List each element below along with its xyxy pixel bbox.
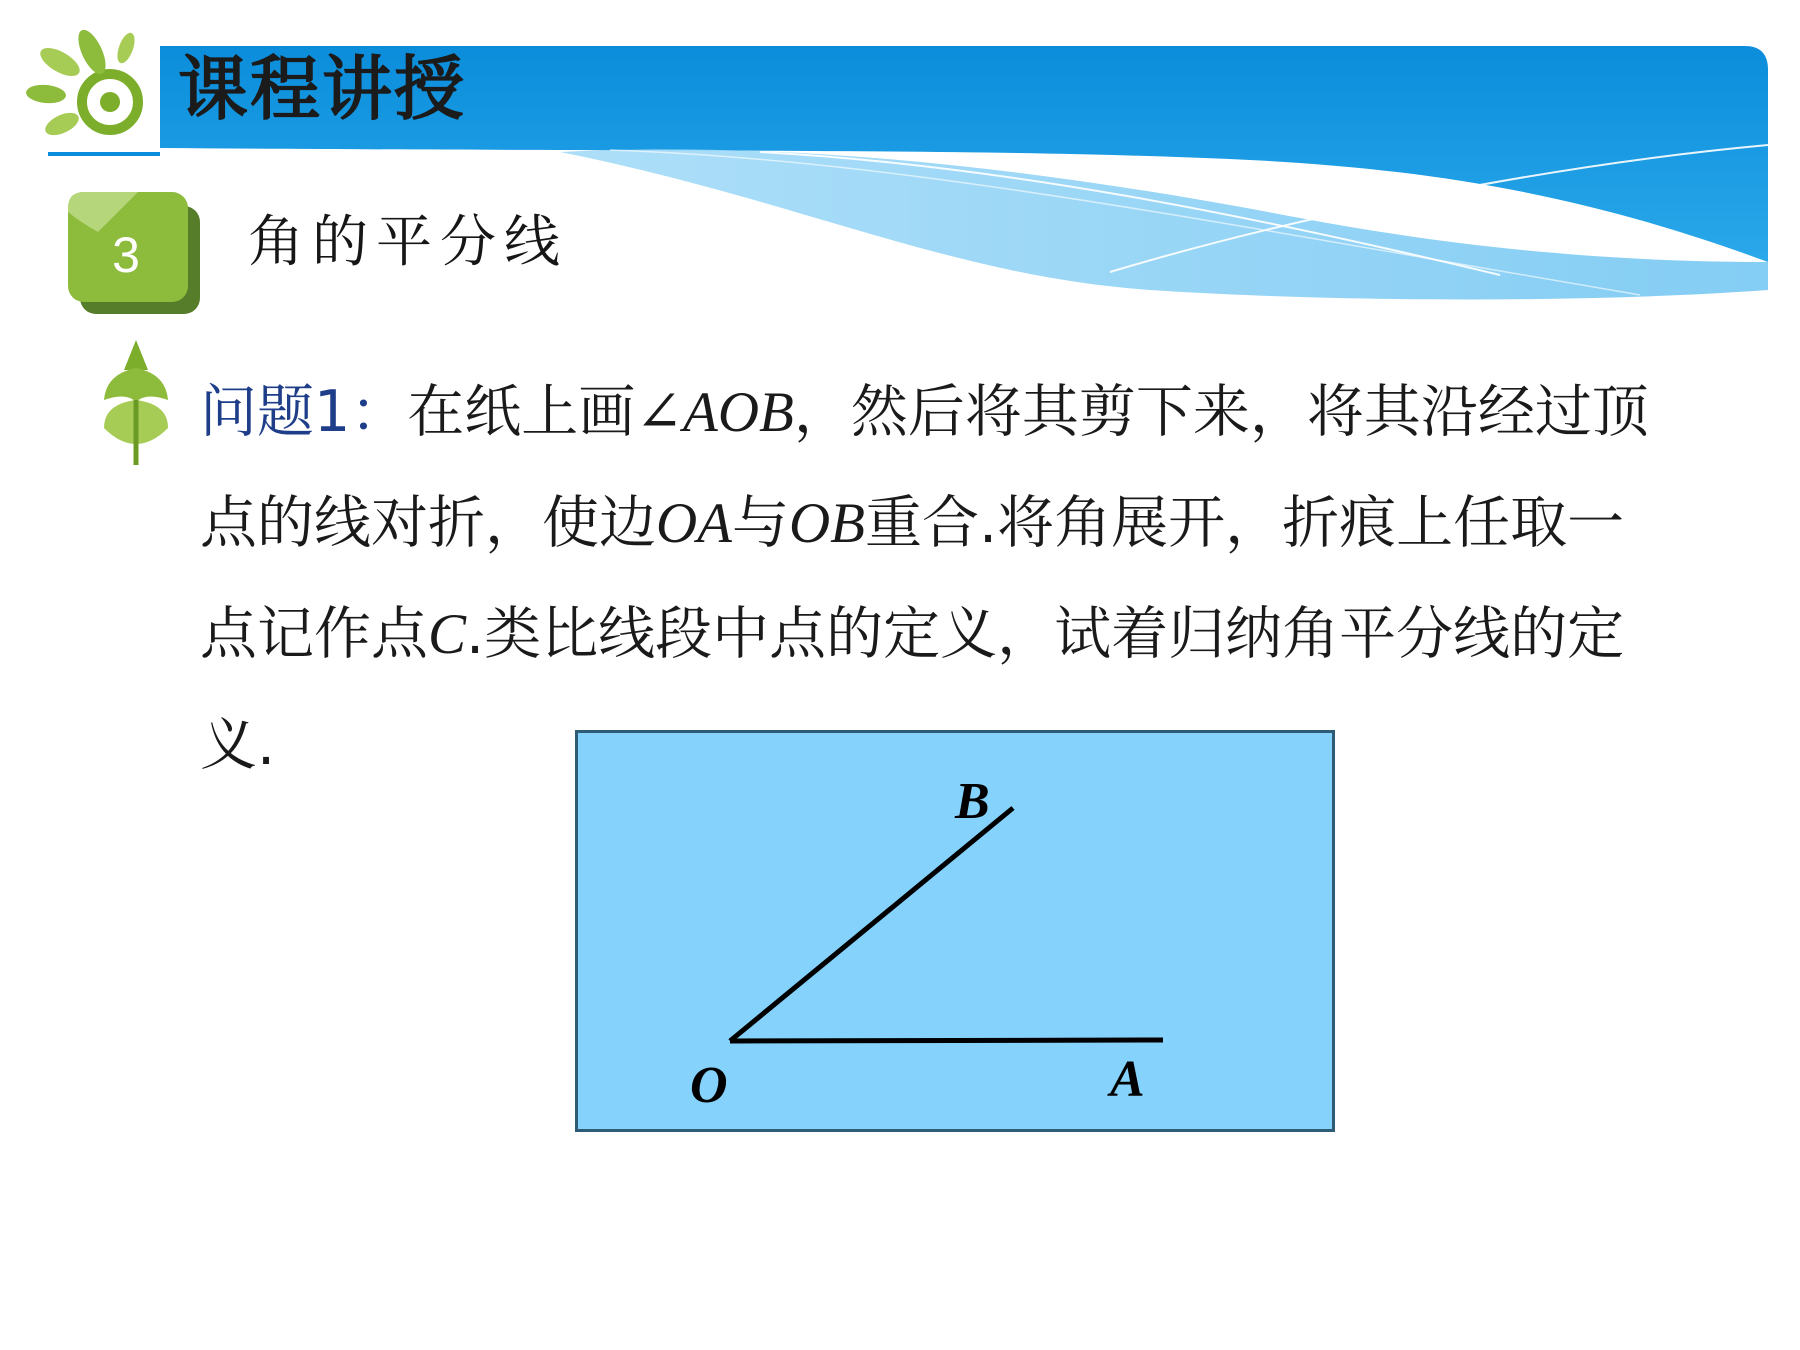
ray-oa: OA [656,492,732,555]
ray-oa-line [730,1040,1163,1041]
question-text-part: ，然后将其剪下来，将其沿经过顶点的线对折，使边 [200,379,1649,556]
angle-figure [575,730,1335,1132]
question-text-part: 与 [731,490,789,556]
page-title: 课程讲授 [178,48,466,130]
label-b: B [955,773,990,830]
ray-ob: OB [788,492,865,555]
question-label: 问题1： [200,379,408,445]
question-text-part: .类比线段中点的定义，试着归纳角平分线的定义. [200,601,1625,778]
angle-aob: ∠AOB [635,381,794,444]
section-number: 3 [112,227,140,283]
point-c: C [428,603,467,666]
flower-swirl-icon [25,26,138,140]
leaf-bullet-icon [96,340,176,465]
label-o: O [690,1057,728,1114]
question-text-part: 重合.将角展开，折痕上任取一点记作点 [200,490,1625,667]
label-a: A [1110,1051,1145,1108]
section-title: 角的平分线 [248,210,568,275]
question-text-part: 在纸上画 [407,379,636,445]
leaf-badge-icon [58,172,218,322]
